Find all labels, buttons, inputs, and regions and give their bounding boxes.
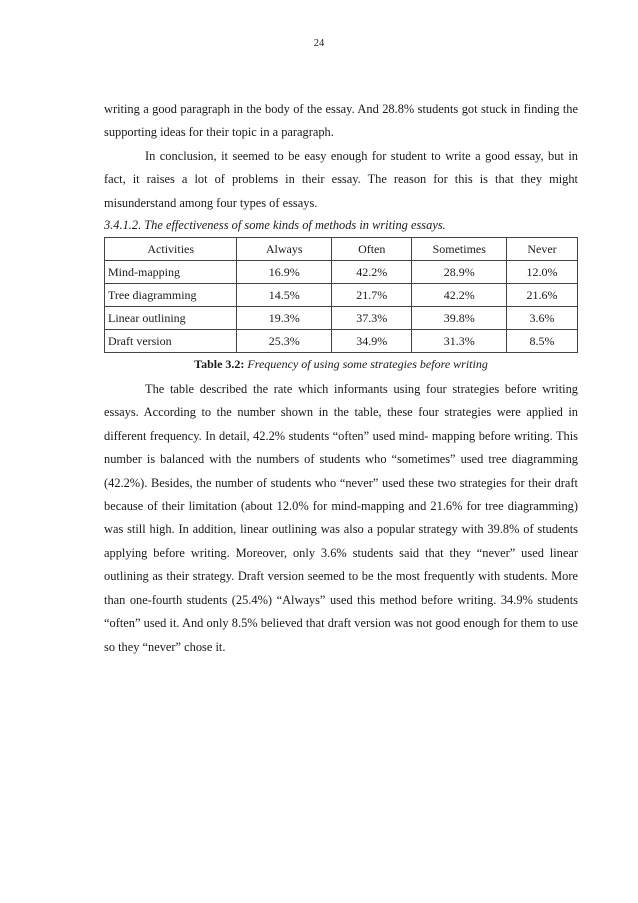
cell-always: 19.3% [237,307,332,330]
cell-always: 16.9% [237,261,332,284]
table-row [105,261,578,284]
table-row [105,284,578,307]
row-label: Mind-mapping [105,261,237,284]
header-sometimes: Sometimes [412,238,507,261]
cell-sometimes: 42.2% [412,284,507,307]
table-caption [104,356,578,372]
cell-often: 34.9% [332,330,412,353]
cell-always: 25.3% [237,330,332,353]
row-label: Tree diagramming [105,284,237,307]
section-heading: 3.4.1.2. The effectiveness of some kinds of methods in writing essays. [104,218,446,233]
table-row [105,307,578,330]
page-number: 24 [313,38,325,49]
table-header-row [105,238,578,261]
header-never: Never [507,238,578,261]
cell-never: 8.5% [507,330,578,353]
strategy-frequency-table [104,237,578,353]
cell-never: 21.6% [507,284,578,307]
header-often: Often [332,238,412,261]
cell-sometimes: 28.9% [412,261,507,284]
page-content [104,98,578,659]
row-label: Draft version [105,330,237,353]
cell-never: 3.6% [507,307,578,330]
conclusion-paragraph: In conclusion, it seemed to be easy enough for student to write a good essay, but in fact, it raises a lot of problems in their essay. The reason for this is that they might misunderstand among four types of essays. [104,148,578,210]
cell-often: 42.2% [332,261,412,284]
cell-often: 37.3% [332,307,412,330]
row-label: Linear outlining [105,307,237,330]
caption-label: Table 3.2: [194,357,245,372]
cell-never: 12.0% [507,261,578,284]
cell-always: 14.5% [237,284,332,307]
caption-text: Frequency of using some strategies before writing [247,357,488,372]
table-row [105,330,578,353]
intro-paragraph: writing a good paragraph in the body of the essay. And 28.8% students got stuck in finding the supporting ideas for their topic in a paragraph. [104,102,578,140]
header-always: Always [237,238,332,261]
header-activities: Activities [105,238,237,261]
cell-often: 21.7% [332,284,412,307]
cell-sometimes: 39.8% [412,307,507,330]
analysis-paragraph: The table described the rate which informants using four strategies before writing essays. According to the number shown in the table, these four strategies were applied in different frequency. In detail, 42.2% students “often” used mind- mapping before writing. This number is balanced with the numbers of students who “sometimes” used tree diagramming (42.2%). Besides, the number of students who “never” used these two strategies for their draft because of their limitation (about 12.0% for mind-mapping and 21.6% for tree diagramming) was still high. In addition, linear outlining was also a popular strategy with 39.8% of students applying before writing. Moreover, only 3.6% students said that they “never” used linear outlining as their strategy. Draft version seemed to be the most frequently with students. More than one-fourth students (25.4%) “Always” used this method before writing. 34.9% students “often” used it. And only 8.5% believed that draft version was not good enough for them to use so they “never” chose it. [104,382,578,654]
cell-sometimes: 31.3% [412,330,507,353]
